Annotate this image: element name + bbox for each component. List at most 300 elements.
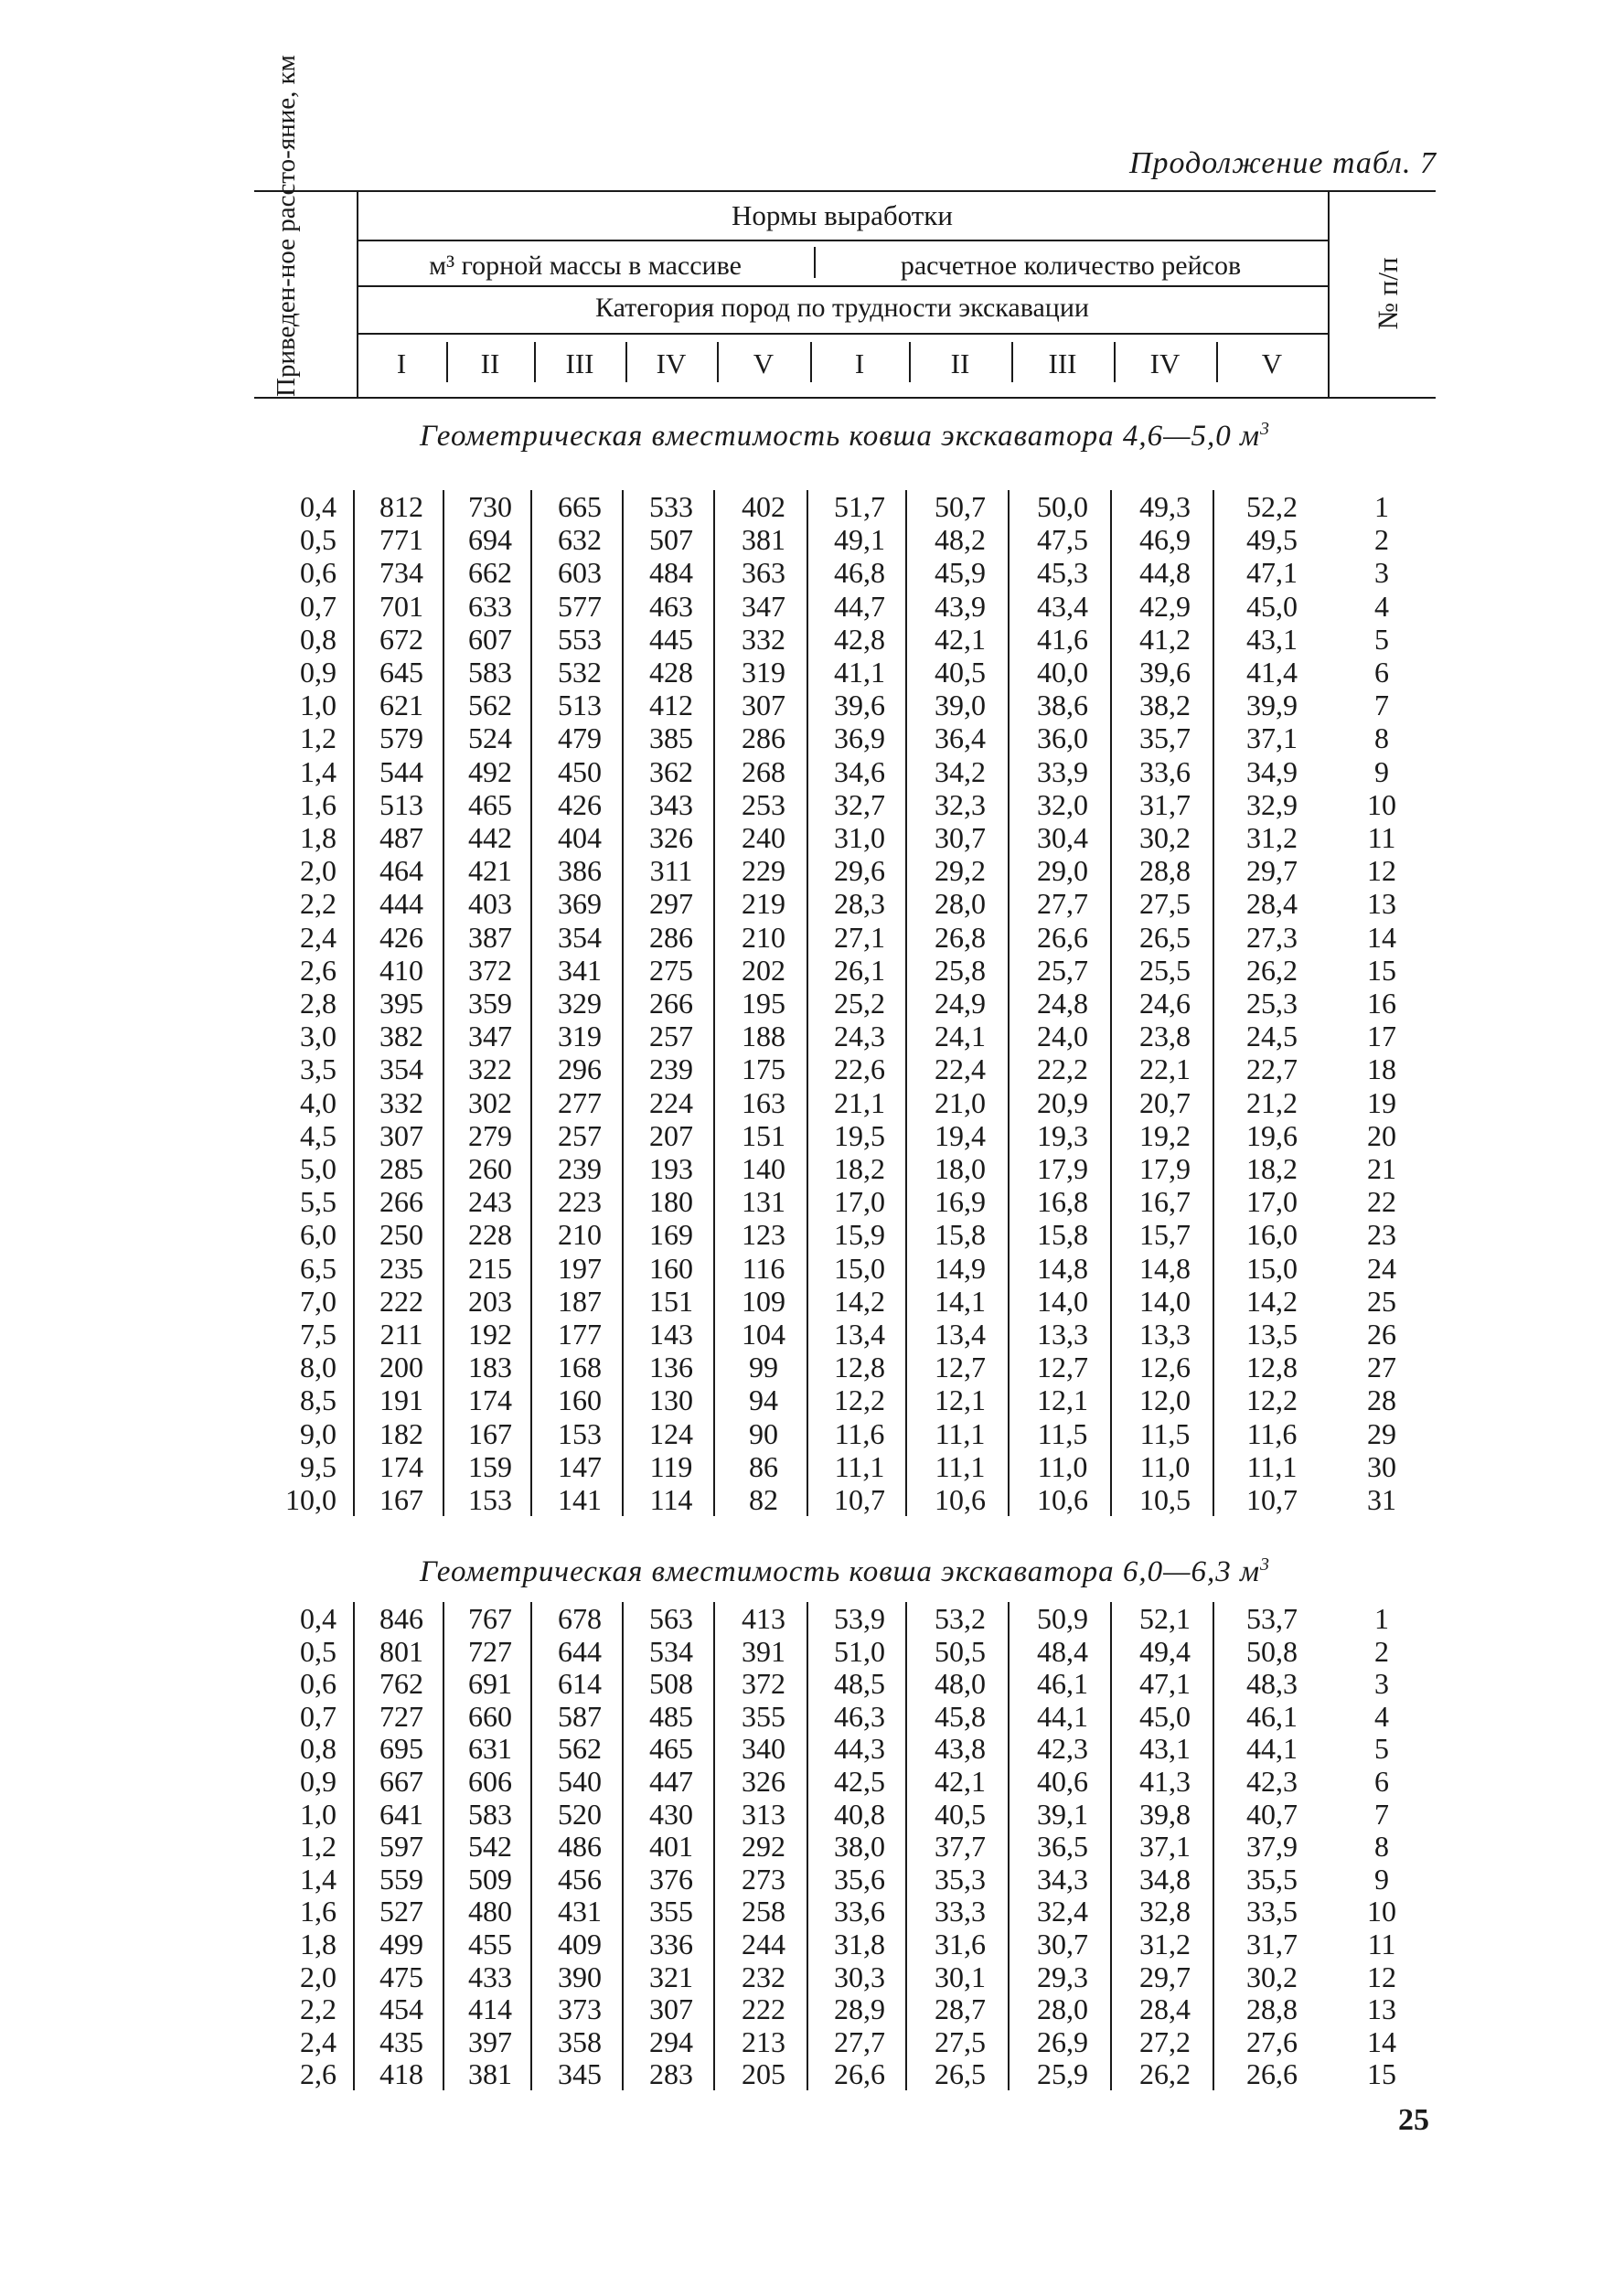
value-cell: 143 <box>649 1318 693 1351</box>
value-cell: 188 <box>742 1020 785 1053</box>
value-cell: 22,6 <box>834 1052 885 1086</box>
value-cell: 53,7 <box>1246 1602 1298 1635</box>
value-cell: 36,9 <box>834 721 885 755</box>
value-cell: 29,3 <box>1037 1960 1088 1993</box>
distance-cell: 0,9 <box>300 656 337 689</box>
value-cell: 16,0 <box>1246 1218 1298 1252</box>
value-cell: 562 <box>558 1732 602 1766</box>
category-label-8: III <box>1048 347 1077 379</box>
distance-cell: 7,5 <box>300 1318 337 1351</box>
distance-cell: 2,4 <box>300 2024 337 2058</box>
value-cell: 508 <box>649 1667 693 1701</box>
value-cell: 235 <box>379 1251 423 1285</box>
value-cell: 200 <box>379 1351 423 1384</box>
value-cell: 363 <box>742 556 785 590</box>
rock-mass-header: м³ горной массы в массиве <box>429 251 742 281</box>
header-right-divider <box>1328 190 1330 397</box>
row-number-cell: 6 <box>1374 656 1389 689</box>
value-cell: 343 <box>649 787 693 821</box>
value-cell: 354 <box>379 1052 423 1086</box>
distance-cell: 0,7 <box>300 589 337 623</box>
value-cell: 307 <box>379 1118 423 1152</box>
value-cell: 16,9 <box>935 1185 986 1219</box>
value-cell: 418 <box>379 2057 423 2091</box>
value-cell: 31,7 <box>1139 787 1191 821</box>
value-cell: 16,7 <box>1139 1185 1191 1219</box>
value-cell: 297 <box>649 887 693 921</box>
row-number-cell: 31 <box>1367 1483 1396 1516</box>
value-cell: 151 <box>742 1118 785 1152</box>
value-cell: 25,2 <box>834 987 885 1020</box>
value-cell: 15,7 <box>1139 1218 1191 1252</box>
value-cell: 31,6 <box>935 1928 986 1960</box>
row-number-cell: 1 <box>1374 1602 1389 1635</box>
value-cell: 39,8 <box>1139 1797 1191 1831</box>
value-cell: 486 <box>558 1830 602 1864</box>
value-cell: 21,0 <box>935 1085 986 1119</box>
value-cell: 25,8 <box>935 953 986 987</box>
row-number-cell: 16 <box>1367 987 1396 1020</box>
value-cell: 30,4 <box>1037 821 1088 854</box>
value-cell: 484 <box>649 556 693 590</box>
value-cell: 160 <box>558 1383 602 1417</box>
table-row <box>254 987 1436 1020</box>
table-row <box>254 1383 1436 1416</box>
category-separator <box>717 342 719 382</box>
value-cell: 140 <box>742 1152 785 1185</box>
value-cell: 727 <box>379 1699 423 1733</box>
value-cell: 292 <box>742 1830 785 1864</box>
value-cell: 26,5 <box>935 2057 986 2091</box>
value-cell: 29,7 <box>1139 1960 1191 1993</box>
value-cell: 37,9 <box>1246 1830 1298 1864</box>
value-cell: 35,7 <box>1139 721 1191 755</box>
value-cell: 577 <box>558 589 602 623</box>
distance-cell: 0,5 <box>300 523 337 557</box>
distance-cell: 1,4 <box>300 1862 337 1896</box>
value-cell: 387 <box>468 920 512 954</box>
value-cell: 307 <box>649 1992 693 2026</box>
distance-cell: 0,6 <box>300 556 337 590</box>
value-cell: 35,3 <box>935 1862 986 1896</box>
value-cell: 30,3 <box>834 1960 885 1993</box>
header-top-rule <box>254 190 1436 192</box>
value-cell: 42,1 <box>935 622 986 656</box>
value-cell: 52,1 <box>1139 1602 1191 1635</box>
value-cell: 421 <box>468 854 512 888</box>
value-cell: 18,0 <box>935 1152 986 1185</box>
value-cell: 39,0 <box>935 689 986 722</box>
distance-cell: 2,0 <box>300 854 337 888</box>
value-cell: 14,9 <box>935 1251 986 1285</box>
value-cell: 14,2 <box>1246 1284 1298 1318</box>
row-number-cell: 22 <box>1367 1185 1396 1219</box>
value-cell: 11,1 <box>935 1416 986 1450</box>
value-cell: 167 <box>379 1483 423 1516</box>
value-cell: 455 <box>468 1928 512 1960</box>
category-separator <box>534 342 536 382</box>
continuation-title: Продолжение табл. 7 <box>1128 146 1437 180</box>
value-cell: 37,7 <box>935 1830 986 1864</box>
value-cell: 12,2 <box>834 1383 885 1417</box>
row-number-cell: 3 <box>1374 1667 1389 1701</box>
subgroup-rule <box>357 285 1328 287</box>
table-row <box>254 590 1436 623</box>
value-cell: 11,5 <box>1037 1416 1088 1450</box>
category-header: Категория пород по трудности экскавации <box>595 293 1089 323</box>
value-cell: 11,6 <box>834 1416 885 1450</box>
value-cell: 632 <box>558 523 602 557</box>
distance-cell: 2,6 <box>300 2057 337 2091</box>
value-cell: 631 <box>468 1732 512 1766</box>
value-cell: 11,0 <box>1037 1449 1088 1483</box>
value-cell: 32,9 <box>1246 787 1298 821</box>
value-cell: 30,2 <box>1246 1960 1298 1993</box>
value-cell: 232 <box>742 1960 785 1993</box>
value-cell: 29,2 <box>935 854 986 888</box>
value-cell: 28,0 <box>1037 1992 1088 2026</box>
value-cell: 38,0 <box>834 1830 885 1864</box>
value-cell: 33,6 <box>1139 754 1191 788</box>
value-cell: 499 <box>379 1928 423 1960</box>
distance-cell: 3,5 <box>300 1052 337 1086</box>
value-cell: 465 <box>649 1732 693 1766</box>
value-cell: 42,8 <box>834 622 885 656</box>
table-row <box>254 2057 1436 2090</box>
value-cell: 47,5 <box>1037 523 1088 557</box>
value-cell: 48,0 <box>935 1667 986 1701</box>
value-cell: 397 <box>468 2024 512 2058</box>
distance-cell: 4,0 <box>300 1085 337 1119</box>
value-cell: 45,3 <box>1037 556 1088 590</box>
value-cell: 336 <box>649 1928 693 1960</box>
value-cell: 286 <box>742 721 785 755</box>
value-cell: 42,3 <box>1037 1732 1088 1766</box>
value-cell: 544 <box>379 754 423 788</box>
value-cell: 114 <box>649 1483 693 1516</box>
value-cell: 22,7 <box>1246 1052 1298 1086</box>
value-cell: 258 <box>742 1895 785 1928</box>
value-cell: 12,7 <box>935 1351 986 1384</box>
value-cell: 34,9 <box>1246 754 1298 788</box>
row-number-cell: 13 <box>1367 1992 1396 2026</box>
value-cell: 597 <box>379 1830 423 1864</box>
table-row <box>254 1863 1436 1896</box>
row-number-cell: 20 <box>1367 1118 1396 1152</box>
value-cell: 168 <box>558 1351 602 1384</box>
category-label-2: II <box>480 347 500 379</box>
value-cell: 376 <box>649 1862 693 1896</box>
value-cell: 82 <box>749 1483 778 1516</box>
table-row <box>254 921 1436 954</box>
value-cell: 175 <box>742 1052 785 1086</box>
value-cell: 123 <box>742 1218 785 1252</box>
value-cell: 435 <box>379 2024 423 2058</box>
value-cell: 329 <box>558 987 602 1020</box>
value-cell: 17,0 <box>834 1185 885 1219</box>
value-cell: 14,8 <box>1139 1251 1191 1285</box>
value-cell: 35,6 <box>834 1862 885 1896</box>
row-number-cell: 27 <box>1367 1351 1396 1384</box>
value-cell: 621 <box>379 689 423 722</box>
value-cell: 26,6 <box>1037 920 1088 954</box>
value-cell: 147 <box>558 1449 602 1483</box>
table-row <box>254 1895 1436 1928</box>
distance-cell: 1,6 <box>300 787 337 821</box>
value-cell: 27,2 <box>1139 2024 1191 2058</box>
value-cell: 428 <box>649 656 693 689</box>
value-cell: 223 <box>558 1185 602 1219</box>
value-cell: 244 <box>742 1928 785 1960</box>
category-label-1: I <box>396 347 407 379</box>
value-cell: 183 <box>468 1351 512 1384</box>
value-cell: 607 <box>468 622 512 656</box>
value-cell: 38,6 <box>1037 689 1088 722</box>
value-cell: 27,7 <box>1037 887 1088 921</box>
table-row <box>254 1119 1436 1152</box>
value-cell: 260 <box>468 1152 512 1185</box>
table-row <box>254 1152 1436 1185</box>
distance-cell: 1,0 <box>300 689 337 722</box>
category-separator <box>1216 342 1218 382</box>
value-cell: 641 <box>379 1797 423 1831</box>
value-cell: 507 <box>649 523 693 557</box>
value-cell: 39,6 <box>834 689 885 722</box>
value-cell: 41,2 <box>1139 622 1191 656</box>
category-separator <box>810 342 812 382</box>
value-cell: 49,5 <box>1246 523 1298 557</box>
value-cell: 426 <box>379 920 423 954</box>
value-cell: 109 <box>742 1284 785 1318</box>
distance-cell: 3,0 <box>300 1020 337 1053</box>
value-cell: 767 <box>468 1602 512 1635</box>
value-cell: 99 <box>749 1351 778 1384</box>
value-cell: 20,7 <box>1139 1085 1191 1119</box>
value-cell: 409 <box>558 1928 602 1960</box>
row-number-cell: 25 <box>1367 1284 1396 1318</box>
value-cell: 12,2 <box>1246 1383 1298 1417</box>
value-cell: 381 <box>468 2057 512 2091</box>
row-number-cell: 17 <box>1367 1020 1396 1053</box>
value-cell: 513 <box>379 787 423 821</box>
value-cell: 644 <box>558 1634 602 1668</box>
value-cell: 583 <box>468 1797 512 1831</box>
table-row <box>254 854 1436 887</box>
value-cell: 153 <box>558 1416 602 1450</box>
value-cell: 583 <box>468 656 512 689</box>
value-cell: 358 <box>558 2024 602 2058</box>
value-cell: 19,6 <box>1246 1118 1298 1152</box>
value-cell: 239 <box>558 1152 602 1185</box>
row-number-cell: 11 <box>1367 821 1396 854</box>
table-row <box>254 1928 1436 1960</box>
value-cell: 12,6 <box>1139 1351 1191 1384</box>
value-cell: 46,1 <box>1246 1699 1298 1733</box>
value-cell: 53,9 <box>834 1602 885 1635</box>
value-cell: 26,2 <box>1139 2057 1191 2091</box>
value-cell: 277 <box>558 1085 602 1119</box>
row-number-cell: 29 <box>1367 1416 1396 1450</box>
value-cell: 326 <box>742 1765 785 1798</box>
row-number-cell: 12 <box>1367 854 1396 888</box>
value-cell: 533 <box>649 490 693 523</box>
distance-cell: 1,2 <box>300 721 337 755</box>
value-cell: 26,2 <box>1246 953 1298 987</box>
value-cell: 43,4 <box>1037 589 1088 623</box>
value-cell: 513 <box>558 689 602 722</box>
value-cell: 414 <box>468 1992 512 2026</box>
value-cell: 395 <box>379 987 423 1020</box>
value-cell: 25,9 <box>1037 2057 1088 2091</box>
value-cell: 19,4 <box>935 1118 986 1152</box>
value-cell: 30,1 <box>935 1960 986 1993</box>
value-cell: 44,8 <box>1139 556 1191 590</box>
value-cell: 17,9 <box>1139 1152 1191 1185</box>
value-cell: 846 <box>379 1602 423 1635</box>
table-row <box>254 2025 1436 2058</box>
distance-cell: 0,6 <box>300 1667 337 1701</box>
value-cell: 39,1 <box>1037 1797 1088 1831</box>
value-cell: 229 <box>742 854 785 888</box>
value-cell: 169 <box>649 1218 693 1252</box>
value-cell: 319 <box>558 1020 602 1053</box>
value-cell: 13,3 <box>1139 1318 1191 1351</box>
value-cell: 202 <box>742 953 785 987</box>
row-number-cell: 9 <box>1374 754 1389 788</box>
value-cell: 34,6 <box>834 754 885 788</box>
value-cell: 355 <box>649 1895 693 1928</box>
value-cell: 19,3 <box>1037 1118 1088 1152</box>
row-number-cell: 14 <box>1367 920 1396 954</box>
value-cell: 13,5 <box>1246 1318 1298 1351</box>
table-row <box>254 1351 1436 1383</box>
value-cell: 662 <box>468 556 512 590</box>
value-cell: 47,1 <box>1139 1667 1191 1701</box>
value-cell: 12,0 <box>1139 1383 1191 1417</box>
row-number-cell: 2 <box>1374 523 1389 557</box>
value-cell: 197 <box>558 1251 602 1285</box>
table-row <box>254 1218 1436 1251</box>
value-cell: 44,3 <box>834 1732 885 1766</box>
value-cell: 672 <box>379 622 423 656</box>
value-cell: 46,1 <box>1037 1667 1088 1701</box>
value-cell: 27,3 <box>1246 920 1298 954</box>
value-cell: 45,0 <box>1139 1699 1191 1733</box>
distance-cell: 5,0 <box>300 1152 337 1185</box>
value-cell: 402 <box>742 490 785 523</box>
value-cell: 11,1 <box>834 1449 885 1483</box>
row-number-cell: 6 <box>1374 1765 1389 1798</box>
table-row <box>254 1417 1436 1450</box>
distance-cell: 8,5 <box>300 1383 337 1417</box>
row-number-cell: 4 <box>1374 589 1389 623</box>
row-number-cell: 30 <box>1367 1449 1396 1483</box>
value-cell: 224 <box>649 1085 693 1119</box>
section-title-1 <box>254 419 1436 454</box>
row-number-cell: 26 <box>1367 1318 1396 1351</box>
value-cell: 31,8 <box>834 1928 885 1960</box>
row-number-cell: 7 <box>1374 1797 1389 1831</box>
value-cell: 319 <box>742 656 785 689</box>
value-cell: 24,3 <box>834 1020 885 1053</box>
value-cell: 228 <box>468 1218 512 1252</box>
value-cell: 430 <box>649 1797 693 1831</box>
row-number-cell: 28 <box>1367 1383 1396 1417</box>
trips-header: расчетное количество рейсов <box>900 251 1242 281</box>
distance-cell: 7,0 <box>300 1284 337 1318</box>
value-cell: 24,1 <box>935 1020 986 1053</box>
category-separator <box>1114 342 1116 382</box>
value-cell: 633 <box>468 589 512 623</box>
value-cell: 660 <box>468 1699 512 1733</box>
value-cell: 213 <box>742 2024 785 2058</box>
value-cell: 39,6 <box>1139 656 1191 689</box>
value-cell: 431 <box>558 1895 602 1928</box>
distance-column-header: Приведен-ное рассто-яние, км <box>272 54 301 397</box>
value-cell: 43,8 <box>935 1732 986 1766</box>
value-cell: 540 <box>558 1765 602 1798</box>
table-row <box>254 1020 1436 1052</box>
value-cell: 33,3 <box>935 1895 986 1928</box>
value-cell: 257 <box>558 1118 602 1152</box>
category-separator <box>909 342 911 382</box>
value-cell: 14,1 <box>935 1284 986 1318</box>
table-row <box>254 1732 1436 1765</box>
value-cell: 386 <box>558 854 602 888</box>
row-number-cell: 8 <box>1374 1830 1389 1864</box>
value-cell: 192 <box>468 1318 512 1351</box>
value-cell: 463 <box>649 589 693 623</box>
row-number-cell: 15 <box>1367 953 1396 987</box>
value-cell: 191 <box>379 1383 423 1417</box>
value-cell: 40,7 <box>1246 1797 1298 1831</box>
value-cell: 12,1 <box>1037 1383 1088 1417</box>
value-cell: 17,9 <box>1037 1152 1088 1185</box>
value-cell: 22,1 <box>1139 1052 1191 1086</box>
table-row <box>254 1185 1436 1218</box>
value-cell: 563 <box>649 1602 693 1635</box>
value-cell: 193 <box>649 1152 693 1185</box>
value-cell: 311 <box>649 854 693 888</box>
value-cell: 32,7 <box>834 787 885 821</box>
section-title-2-sup: 3 <box>1260 1554 1271 1575</box>
value-cell: 24,9 <box>935 987 986 1020</box>
value-cell: 44,7 <box>834 589 885 623</box>
value-cell: 26,6 <box>1246 2057 1298 2091</box>
value-cell: 492 <box>468 754 512 788</box>
value-cell: 40,0 <box>1037 656 1088 689</box>
value-cell: 413 <box>742 1602 785 1635</box>
table-row <box>254 1798 1436 1831</box>
value-cell: 37,1 <box>1139 1830 1191 1864</box>
value-cell: 50,0 <box>1037 490 1088 523</box>
value-cell: 14,2 <box>834 1284 885 1318</box>
distance-cell: 0,8 <box>300 1732 337 1766</box>
value-cell: 362 <box>649 754 693 788</box>
value-cell: 678 <box>558 1602 602 1635</box>
distance-cell: 9,0 <box>300 1416 337 1450</box>
value-cell: 801 <box>379 1634 423 1668</box>
value-cell: 15,9 <box>834 1218 885 1252</box>
distance-cell: 2,2 <box>300 1992 337 2026</box>
value-cell: 433 <box>468 1960 512 1993</box>
value-cell: 355 <box>742 1699 785 1733</box>
table-row <box>254 788 1436 821</box>
value-cell: 151 <box>649 1284 693 1318</box>
value-cell: 19,5 <box>834 1118 885 1152</box>
value-cell: 645 <box>379 656 423 689</box>
value-cell: 266 <box>649 987 693 1020</box>
